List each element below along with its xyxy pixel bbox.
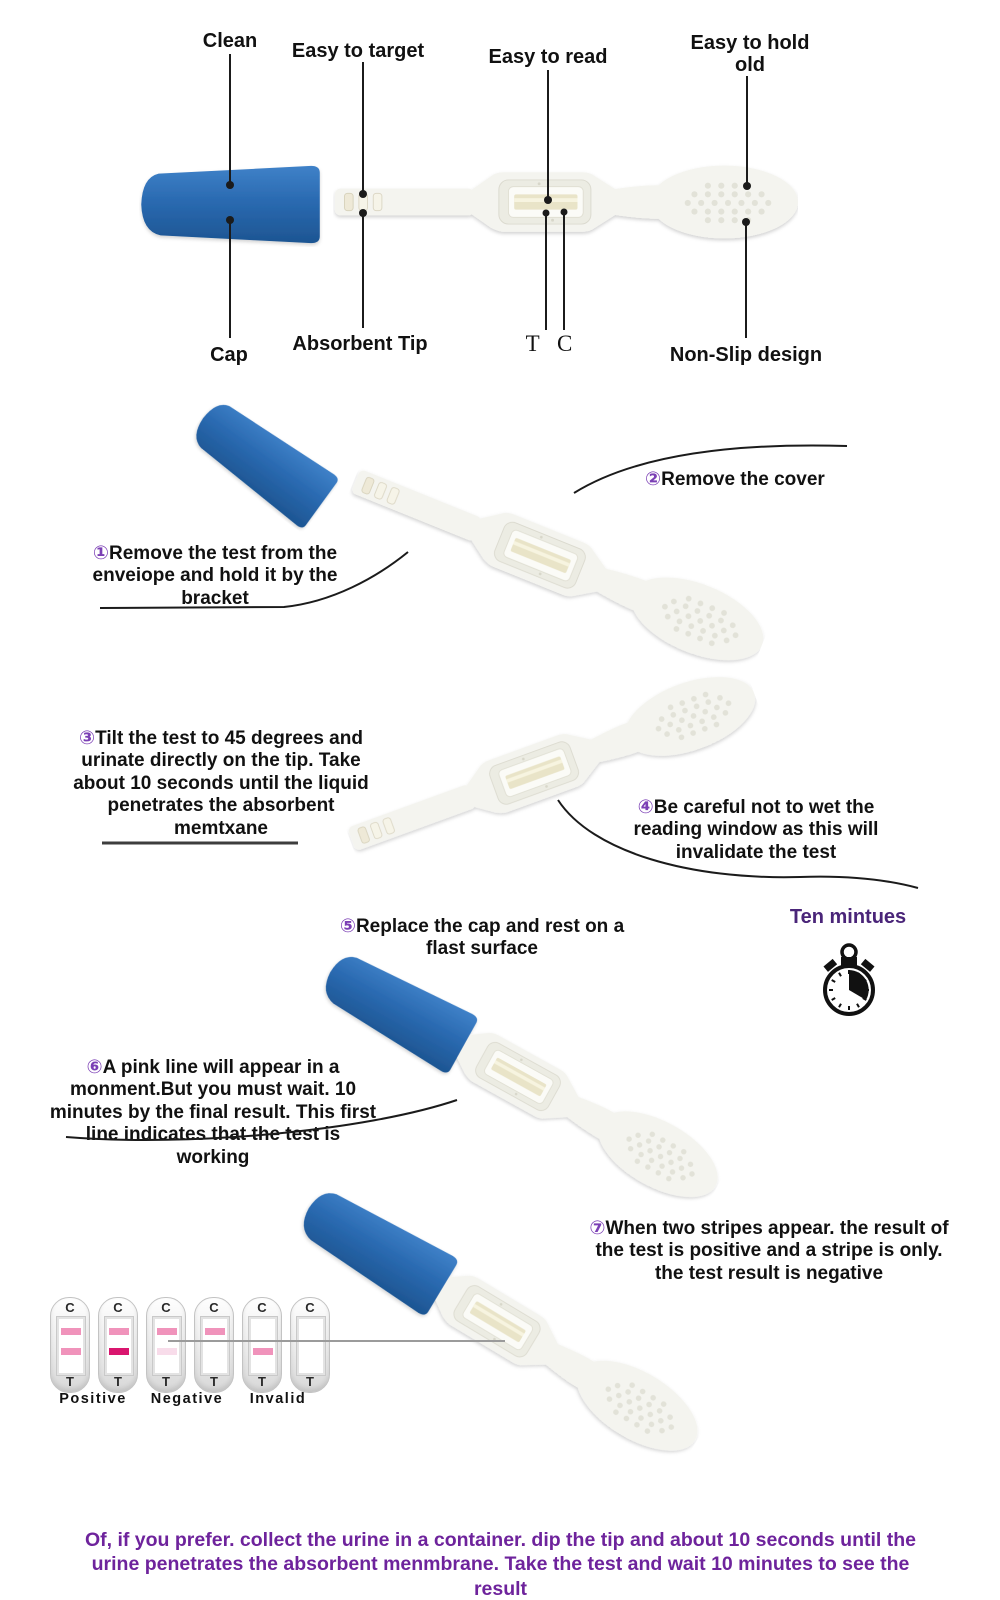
- result-cassette: [290, 1297, 330, 1393]
- result-label-positive: Positive: [59, 1391, 127, 1407]
- feature-label-non-slip: Non-Slip design: [669, 344, 823, 366]
- c-line: [157, 1328, 177, 1335]
- feature-label-easy-to-hold: Easy to hold old: [690, 32, 810, 76]
- result-cassette: [146, 1297, 186, 1393]
- cassette-window: [153, 1317, 181, 1375]
- t-line: [253, 1348, 273, 1355]
- feature-label-absorbent-tip: Absorbent Tip: [292, 333, 428, 355]
- c-line: [205, 1328, 225, 1335]
- t-letter: T: [162, 1374, 170, 1389]
- step-1-text: [90, 542, 340, 610]
- result-cassette: [98, 1297, 138, 1393]
- feature-label-t-c: T C: [525, 331, 579, 356]
- step-7-number: ⑦: [589, 1217, 606, 1239]
- cassette-window: [297, 1317, 325, 1375]
- step-4-text: [620, 796, 892, 864]
- c-letter: C: [65, 1300, 75, 1315]
- t-letter: T: [114, 1374, 122, 1389]
- result-cassette: [50, 1297, 90, 1393]
- t-letter: T: [258, 1374, 266, 1389]
- cassette-window: [201, 1317, 229, 1375]
- step-5-body: Replace the cap and rest on a flast surface: [355, 916, 625, 960]
- step-7-body: When two stripes appear. the result of the test is positive and a stripe is only. the test result is negative: [595, 1218, 949, 1284]
- test-device-capped-result: [284, 1169, 719, 1479]
- stopwatch-icon: [818, 940, 880, 1018]
- c-line: [109, 1328, 129, 1335]
- step-2-text: [645, 468, 825, 491]
- step-4-number: ④: [637, 796, 654, 818]
- t-line: [157, 1348, 177, 1355]
- c-letter: C: [257, 1300, 267, 1315]
- c-letter: C: [113, 1300, 123, 1315]
- timer-label: Ten mintues: [789, 906, 907, 928]
- step-6-body: A pink line will appear in a monment.But you must wait. 10 minutes by the final result. This first line indicates that the test is working: [49, 1057, 377, 1168]
- t-line: [109, 1348, 129, 1355]
- cap-removed: [181, 390, 342, 533]
- step-6-text: [48, 1056, 378, 1169]
- step-4-body: Be careful not to wet the reading window as this will invalidate the test: [633, 797, 879, 863]
- test-device-top-view: [333, 154, 798, 250]
- cassette-window: [105, 1317, 133, 1375]
- c-line: [61, 1328, 81, 1335]
- step-1-number: ①: [92, 542, 110, 564]
- feature-label-clean: Clean: [202, 30, 258, 52]
- result-cassettes: [50, 1297, 330, 1393]
- result-label-invalid: Invalid: [249, 1391, 307, 1407]
- result-cassette: [194, 1297, 234, 1393]
- step-3-body: Tilt the test to 45 degrees and urinate directly on the tip. Take about 10 seconds until the liquid penetrates the absorbent memtxane: [73, 728, 369, 839]
- c-letter: C: [305, 1300, 315, 1315]
- result-label-negative: Negative: [150, 1391, 224, 1407]
- step-7-text: [583, 1217, 955, 1285]
- result-cassette: [242, 1297, 282, 1393]
- cap-top-view: [139, 164, 323, 247]
- t-line: [61, 1348, 81, 1355]
- step-5-number: ⑤: [339, 915, 356, 937]
- t-letter: T: [210, 1374, 218, 1389]
- step-2-number: ②: [645, 468, 662, 490]
- cassette-window: [249, 1317, 277, 1375]
- feature-label-easy-to-read: Easy to read: [488, 46, 608, 68]
- t-letter: T: [66, 1374, 74, 1389]
- step-2-body: Remove the cover: [661, 469, 825, 490]
- c-letter: C: [161, 1300, 171, 1315]
- feature-label-easy-to-target: Easy to target: [291, 40, 425, 62]
- c-letter: C: [209, 1300, 219, 1315]
- step-3-text: [62, 727, 380, 840]
- step-1-body: Remove the test from the enveiope and hold it by the bracket: [92, 543, 338, 609]
- cassette-window: [57, 1317, 85, 1375]
- t-letter: T: [306, 1374, 314, 1389]
- feature-label-cap: Cap: [210, 344, 248, 366]
- step-6-number: ⑥: [86, 1056, 103, 1078]
- footer-note: Of, if you prefer. collect the urine in a container. dip the tip and about 10 seconds until the urine penetrates the absorbent menmbrane. Take the test and wait 10 minutes to see the result: [84, 1529, 917, 1600]
- step-3-number: ③: [79, 727, 96, 749]
